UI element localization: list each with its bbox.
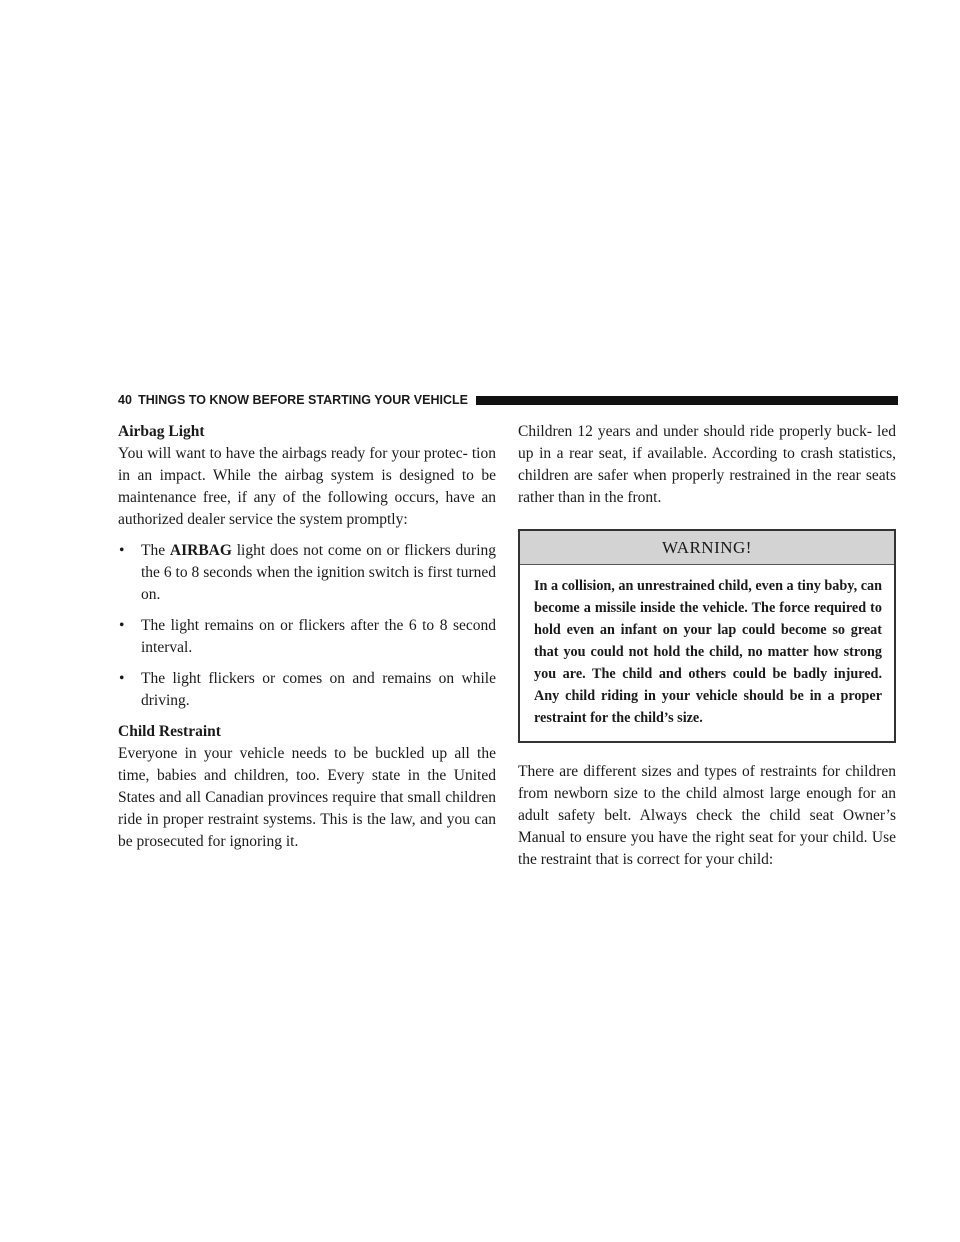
list-item bbox=[118, 540, 496, 606]
section-title: THINGS TO KNOW BEFORE STARTING YOUR VEHICLE bbox=[138, 393, 468, 407]
page-number: 40 bbox=[118, 393, 133, 407]
bullet-icon: • bbox=[119, 670, 125, 687]
airbag-intro-paragraph: You will want to have the airbags ready for your protec- tion in an impact. While the airbag system is designed to be maintenance free, if any of the following occurs, have an authorized dealer service the system promptly: bbox=[118, 445, 496, 528]
bullet-icon: • bbox=[119, 542, 125, 559]
airbag-term: AIRBAG bbox=[169, 542, 232, 559]
warning-box bbox=[518, 529, 896, 743]
children-rear-seat-paragraph: Children 12 years and under should ride properly buck- led up in a rear seat, if available. According to crash statistics, children are safer when properly restrained in the rear seats rather than in the front. bbox=[518, 423, 896, 506]
running-header bbox=[118, 390, 898, 410]
left-column bbox=[118, 421, 496, 853]
restraint-sizes-paragraph: There are different sizes and types of restraints for children from newborn size to the child almost large enough for an adult safety belt. Always check the child seat Owner’s Manual to ensure you have the right seat for your child. Use the restraint that is correct for your child: bbox=[518, 763, 896, 868]
right-column bbox=[518, 421, 896, 871]
airbag-bullet-list bbox=[118, 540, 496, 712]
bullet-1-prefix: The bbox=[141, 542, 170, 559]
bullet-2-text: The light remains on or flickers after the 6 to 8 second interval. bbox=[141, 617, 496, 656]
airbag-light-heading: Airbag Light bbox=[118, 423, 205, 440]
child-restraint-paragraph: Everyone in your vehicle needs to be buckled up all the time, babies and children, too. Every state in the United States and all Canadian provinces require that small children ride in proper restraint systems. This is the law, and you can be prosecuted for ignoring it. bbox=[118, 745, 496, 850]
child-restraint-heading: Child Restraint bbox=[118, 723, 221, 740]
bullet-icon: • bbox=[119, 617, 125, 634]
bullet-1-text: light does not come on or flickers during the 6 to 8 seconds when the ignition switch is first turned on. bbox=[141, 542, 496, 603]
header-rule bbox=[476, 396, 898, 405]
list-item bbox=[118, 615, 496, 659]
warning-text: In a collision, an unrestrained child, even a tiny baby, can become a missile inside the vehicle. The force required to hold even an infant on your lap could become so great that you could not hold the child, no matter how strong you are. The child and others could be badly injured. Any child riding in your vehicle should be in a proper restraint for the child’s size. bbox=[534, 578, 882, 726]
bullet-3-text: The light flickers or comes on and remains on while driving. bbox=[141, 670, 496, 709]
warning-title: WARNING! bbox=[520, 531, 894, 565]
list-item bbox=[118, 668, 496, 712]
